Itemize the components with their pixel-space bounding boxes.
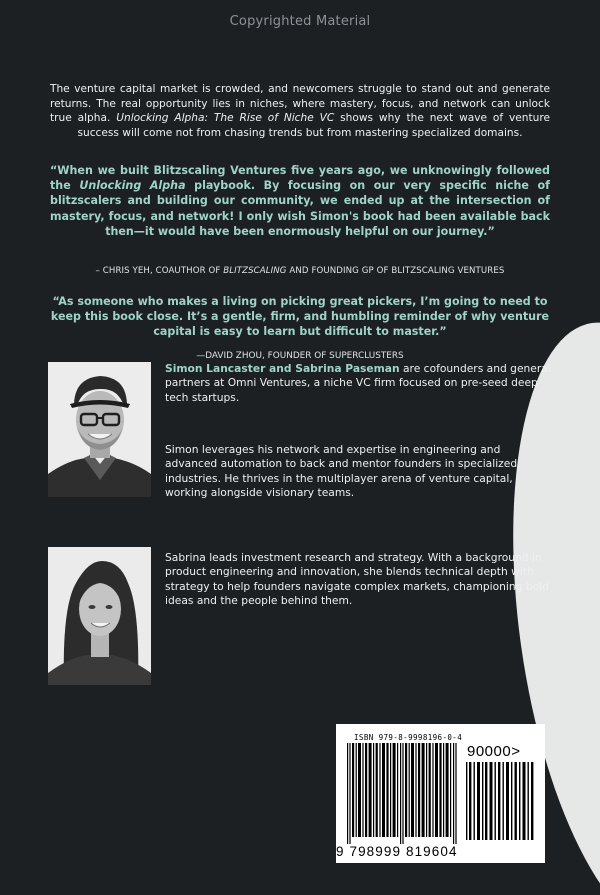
testimonial-attribution-1 [28,266,572,276]
author-photo-sabrina [48,547,151,685]
author-photo-simon [48,362,151,497]
quote1-italic: Unlocking Alpha [79,179,186,193]
intro-paragraph [50,82,550,140]
barcode-digits: 9 798999 819604 [336,844,458,859]
copyright-notice: Copyrighted Material [229,14,371,29]
simon-bio-paragraph: Simon leverages his network and expertise in engineering and advanced automation to back and mentor founders in specialized industries. He thrives in the multiplayer arena of venture capital, working alongside visionary teams. [165,443,518,499]
book-title-italic: Unlocking Alpha: The Rise of Niche VC [116,112,335,124]
barcode-bars [347,743,460,844]
testimonial-quote-2: “As someone who makes a living on picking great pickers, I’m going to need to keep this book close. It’s a gentle, firm, and humbling reminder of why venture capital is easy to learn but difficult to master.” [50,295,550,339]
testimonial-quote-1 [50,163,550,239]
intro-text-end: shows why the next wave of venture success will come not from chasing trends but from mastering specialized domains. [77,112,550,139]
attribution1-start: – CHRIS YEH, COAUTHOR OF [95,266,224,276]
intro-text-start: The venture capital market is crowded, and newcomers struggle to stand out and generate returns. The real opportunity lies in niches, where mastery, focus, and network can unlock true alpha. [50,83,550,124]
attribution1-italic: BLITZSCALING [223,266,287,276]
price-code: 90000> [467,743,521,760]
bio-intro-text: are cofounders and general partners at Omni Ventures, a niche VC firm focused on pre-seed deep-tech startups. [165,362,551,404]
isbn-barcode [336,724,545,863]
quote1-text-end: playbook. By focusing on our very specific niche of blitzscalers and building our community, we ended up at the intersection of mastery, focus, and network! I only wish Simon's book had been available back then—it would have been enormously helpful on our journey.” [50,179,550,238]
isbn-number: ISBN 979-8-9998196-0-4 [354,733,463,742]
attribution1-end: AND FOUNDING GP OF BLITZSCALING VENTURES [286,266,505,276]
testimonial-attribution-2: —DAVID ZHOU, FOUNDER OF SUPERCLUSTERS [196,351,404,361]
author-names: Simon Lancaster and Sabrina Paseman [165,362,400,375]
authors-bio-paragraph [165,362,555,405]
price-barcode-bars [466,762,534,840]
quote1-text-start: “When we built Blitzscaling Ventures five years ago, we unknowingly followed the [50,164,550,193]
sabrina-bio-paragraph: Sabrina leads investment research and strategy. With a background in product engineering and innovation, she blends technical depth with strategy to help founders navigate complex markets, championing bold ideas and the people behind them. [165,551,549,607]
